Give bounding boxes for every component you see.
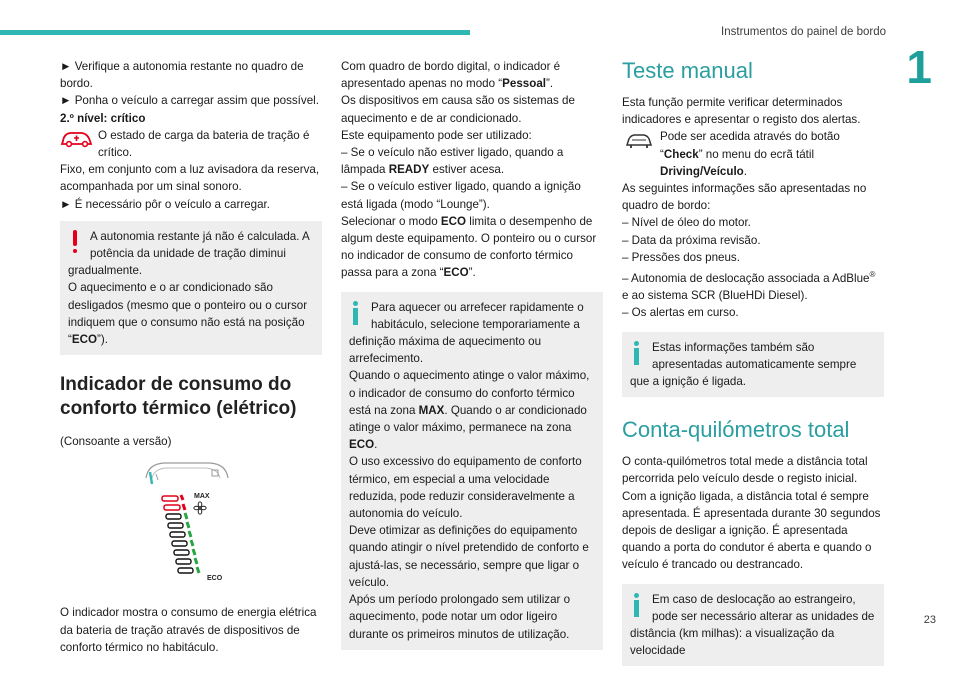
paragraph: As seguintes informações são apresentadas no quadro de bordo:: [622, 182, 867, 213]
level-2-title: 2.º nível: crítico: [60, 111, 146, 125]
list-item: – Os alertas em curso.: [622, 306, 739, 320]
paragraph: ► É necessário pôr o veículo a carregar.: [60, 197, 270, 211]
column-1: [60, 58, 322, 656]
section-title-odometer: Conta-quilómetros total: [622, 417, 850, 443]
paragraph: Esta função permite verificar determinados indicadores e apresentar o registo dos alertas.: [622, 96, 861, 127]
info-text: Em caso de deslocação ao estrangeiro, pode ser necessário alterar as unidades de distância (km milhas): a visualização da velocidade: [630, 592, 875, 658]
header-accent-bar: [0, 30, 470, 35]
info-box: [341, 292, 603, 650]
warning-text: O aquecimento e o ar condicionado são desligados (mesmo que o ponteiro ou o cursor indiquem que o consumo não está na posição “ECO”).: [68, 281, 308, 347]
info-text: Após um período prolongado sem utilizar o aquecimento, pode notar um odor ligeiro durante os primeiros minutos de utilização.: [349, 593, 571, 641]
version-note: (Consoante a versão): [60, 435, 172, 449]
info-icon: [349, 301, 363, 325]
paragraph: – Se o veículo não estiver ligado, quando a lâmpada READY estiver acesa.: [341, 146, 564, 177]
info-text: Deve otimizar as definições do equipamento quando atingir o nível pretendido de conforto e ajustá-las, se necessário, sempre que ligar o veículo.: [349, 524, 589, 589]
section-title: Indicador de consumo do conforto térmico (elétrico): [60, 374, 297, 420]
info-text: Estas informações também são apresentadas automaticamente sempre que a ignição é ligada.: [630, 340, 857, 388]
gauge-max-label: MAX: [194, 493, 210, 501]
info-icon: [630, 593, 644, 617]
list-item: – Data da próxima revisão.: [622, 233, 761, 247]
paragraph: ► Verifique a autonomia restante no quadro de bordo.: [60, 60, 304, 91]
paragraph: ► Ponha o veículo a carregar assim que possível.: [60, 94, 319, 108]
info-text: Para aquecer ou arrefecer rapidamente o habitáculo, selecione temporariamente a definição máxima de aquecimento ou arrefecimento.: [349, 300, 584, 366]
fan-icon: [194, 502, 206, 514]
paragraph: O conta-quilómetros total mede a distância total percorrida pelo veículo desde o registo inicial.: [622, 455, 868, 486]
page-number: 23: [923, 614, 936, 626]
level-2-text: O estado de carga da bateria de tração é crítico.: [98, 128, 310, 160]
paragraph: Os dispositivos em causa são os sistemas de aquecimento e de ar condicionado.: [341, 94, 575, 125]
warning-text: A autonomia restante já não é calculada. A potência da unidade de tração diminui gradualmente.: [68, 229, 310, 278]
column-3: [622, 58, 884, 674]
thermal-gauge-illustration: [60, 456, 322, 594]
car-check-icon: [622, 130, 656, 150]
paragraph: – Se o veículo estiver ligado, quando a ignição está ligada (modo “Lounge”).: [341, 180, 581, 211]
info-icon: [630, 341, 644, 365]
info-text: O uso excessivo do equipamento de conforto térmico, em especial a uma velocidade reduzida, pode reduzir consideravelmente a autonomia do veículo.: [349, 455, 582, 521]
paragraph: Selecionar o modo ECO limita o desempenho de algum deste equipamento. O ponteiro ou o cursor no indicador de consumo de conforto térmico passa para a zona “ECO”.: [341, 214, 597, 280]
gauge-description: O indicador mostra o consumo de energia elétrica da bateria de tração através de dispositivos de conforto térmico no habitáculo.: [60, 606, 317, 654]
paragraph: Com quadro de bordo digital, o indicador é apresentado apenas no modo “Pessoal”.: [341, 60, 561, 91]
car-plug-icon: [60, 129, 94, 149]
header-title: Instrumentos do painel de bordo: [721, 26, 886, 38]
paragraph: Com a ignição ligada, a distância total é sempre apresentada. É apresentada durante 30 segundos depois de desligar a ignição. É apresentada quando a porta do condutor é aberta e quando o veículo é trancado ou destrancado.: [622, 489, 881, 572]
list-item: – Nível de óleo do motor.: [622, 216, 751, 230]
check-text: Pode ser acedida através do botão “Check” no menu do ecrã tátil Driving/Veículo.: [660, 130, 840, 178]
level-2-row: [60, 127, 322, 161]
exclamation-icon: [68, 230, 82, 254]
check-row: [622, 128, 884, 180]
info-box: [622, 584, 884, 667]
thermal-gauge-figure: [60, 456, 322, 594]
chapter-number: 1: [906, 41, 932, 93]
warning-box: [60, 221, 322, 355]
list-item: – Pressões dos pneus.: [622, 250, 740, 264]
info-box: [622, 332, 884, 398]
info-text: Quando o aquecimento atinge o valor máximo, o indicador de consumo do conforto térmico está na zona MAX. Quando o ar condicionado atinge o valor máximo, permanece na zona ECO.: [349, 369, 590, 452]
paragraph: Este equipamento pode ser utilizado:: [341, 128, 532, 142]
paragraph: Fixo, em conjunto com a luz avisadora da reserva, acompanhada por um sinal sonoro.: [60, 163, 320, 194]
column-2: [341, 58, 603, 658]
gauge-eco-label: ECO: [207, 575, 223, 583]
section-title-manual-test: Teste manual: [622, 58, 753, 83]
list-item: – Autonomia de deslocação associada a AdBlue® e ao sistema SCR (BlueHDi Diesel).: [622, 270, 876, 303]
